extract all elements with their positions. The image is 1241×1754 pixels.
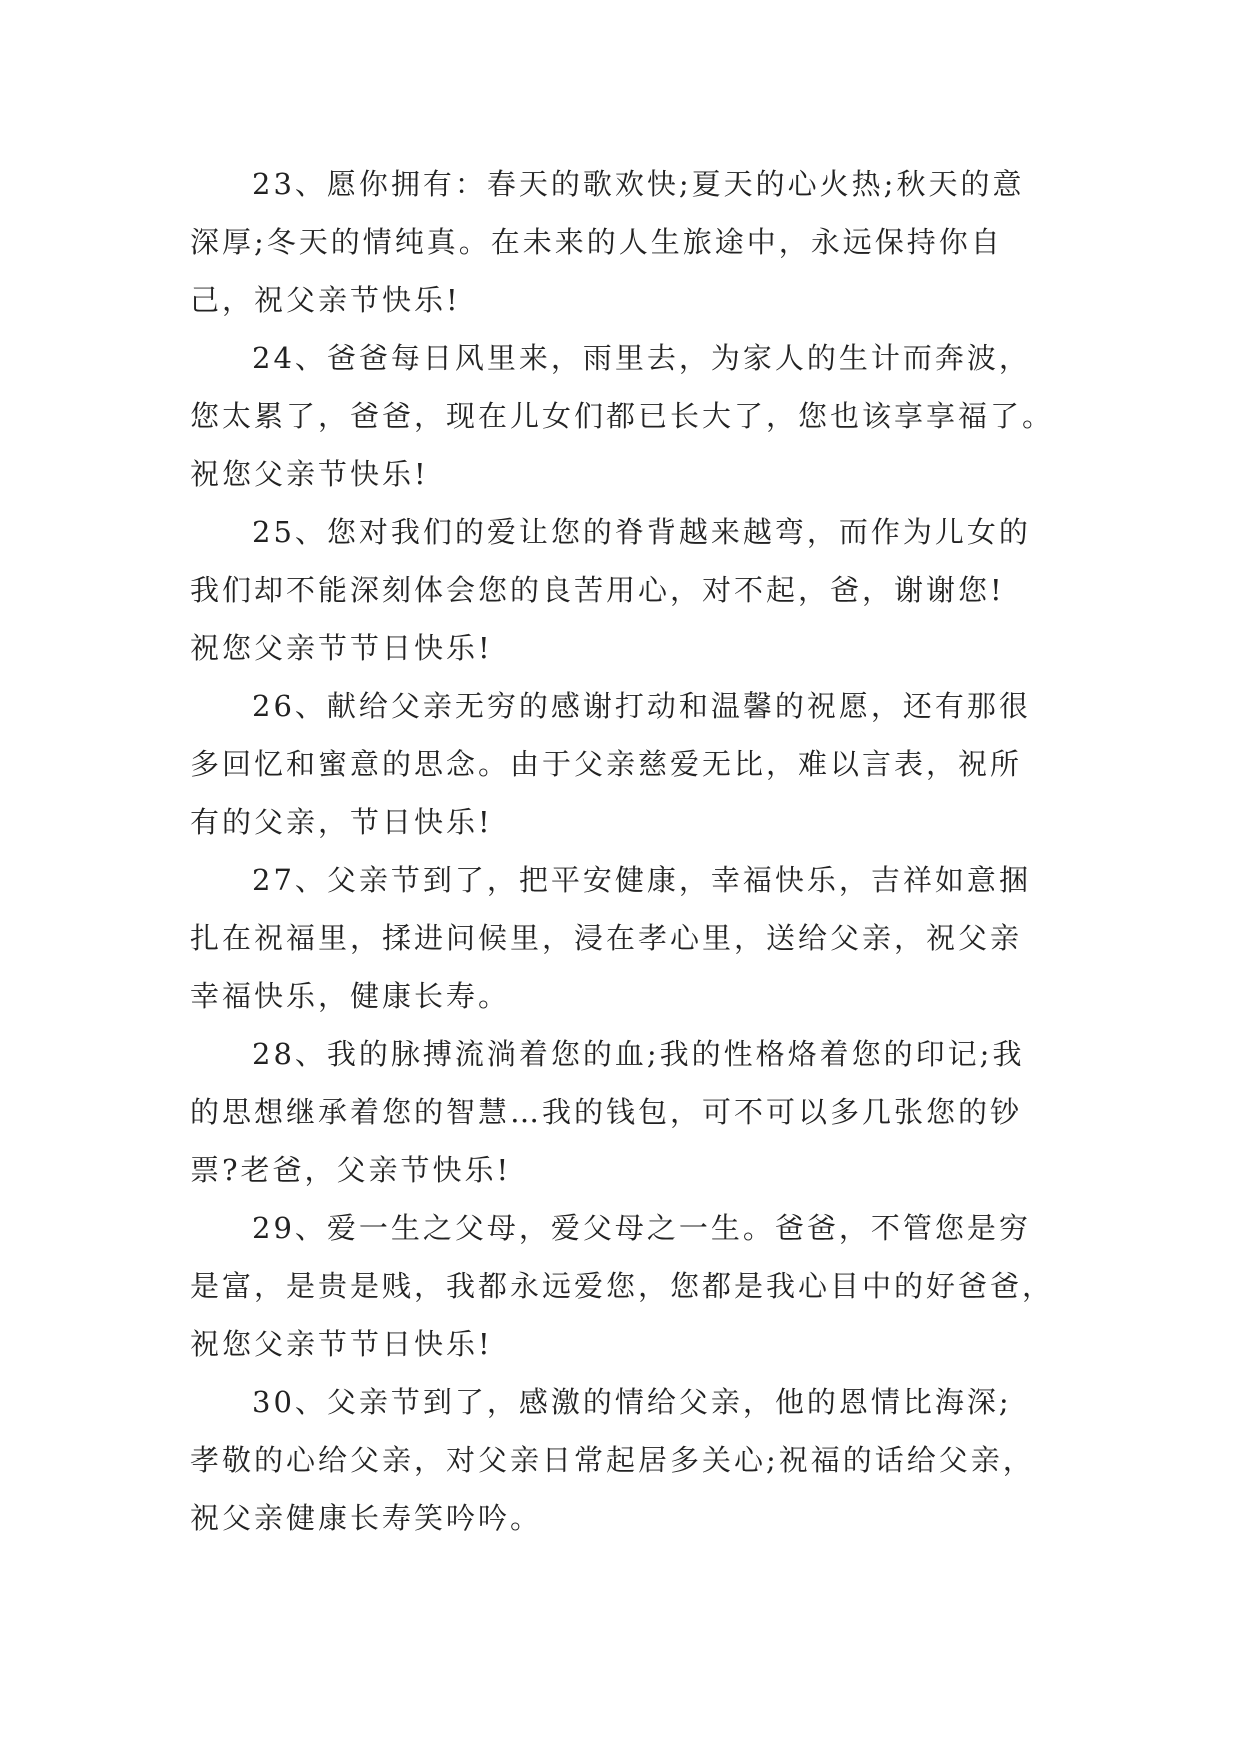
paragraph-24 <box>190 329 1055 503</box>
paragraph-line: 24、爸爸每日风里来，雨里去，为家人的生计而奔波， <box>252 341 1031 375</box>
paragraph-line: 祝您父亲节节日快乐! <box>190 1327 493 1361</box>
paragraph-25 <box>190 503 1050 677</box>
paragraph-line: 是富，是贵是贱，我都永远爱您，您都是我心目中的好爸爸， <box>190 1269 1055 1303</box>
paragraph-line: 的思想继承着您的智慧…我的钱包，可不可以多几张您的钞 <box>190 1095 1023 1129</box>
paragraph-29 <box>190 1199 1055 1373</box>
paragraph-line: 多回忆和蜜意的思念。由于父亲慈爱无比，难以言表，祝所 <box>190 747 1023 781</box>
paragraph-line: 我们却不能深刻体会您的良苦用心，对不起，爸，谢谢您! <box>190 573 1005 607</box>
paragraph-line: 29、爱一生之父母，爱父母之一生。爸爸，不管您是穷 <box>252 1211 1031 1245</box>
paragraph-line: 祝您父亲节节日快乐! <box>190 631 493 665</box>
paragraph-line: 26、献给父亲无穷的感谢打动和温馨的祝愿，还有那很 <box>252 689 1031 723</box>
paragraph-line: 27、父亲节到了，把平安健康，幸福快乐，吉祥如意捆 <box>252 863 1031 897</box>
paragraph-line: 深厚;冬天的情纯真。在未来的人生旅途中，永远保持你自 <box>190 225 1003 259</box>
paragraph-line: 孝敬的心给父亲，对父亲日常起居多关心;祝福的话给父亲， <box>190 1443 1035 1477</box>
paragraph-line: 25、您对我们的爱让您的脊背越来越弯，而作为儿女的 <box>252 515 1031 549</box>
document-body <box>190 155 1055 1547</box>
paragraph-28 <box>190 1025 1050 1199</box>
paragraph-line: 祝父亲健康长寿笑吟吟。 <box>190 1501 543 1535</box>
paragraph-line: 28、我的脉搏流淌着您的血;我的性格烙着您的印记;我 <box>252 1037 1025 1071</box>
paragraph-26 <box>190 677 1050 851</box>
paragraph-line: 30、父亲节到了，感激的情给父亲，他的恩情比海深; <box>252 1385 1012 1419</box>
paragraph-30 <box>190 1373 1050 1547</box>
paragraph-line: 您太累了，爸爸，现在儿女们都已长大了，您也该享享福了。 <box>190 399 1055 433</box>
paragraph-27 <box>190 851 1050 1025</box>
paragraph-line: 祝您父亲节快乐! <box>190 457 429 491</box>
paragraph-line: 扎在祝福里，揉进问候里，浸在孝心里，送给父亲，祝父亲 <box>190 921 1023 955</box>
paragraph-line: 23、愿你拥有：春天的歌欢快;夏天的心火热;秋天的意 <box>252 167 1025 201</box>
paragraph-23 <box>190 155 1050 329</box>
paragraph-line: 己，祝父亲节快乐! <box>190 283 461 317</box>
paragraph-line: 幸福快乐，健康长寿。 <box>190 979 511 1013</box>
paragraph-line: 有的父亲，节日快乐! <box>190 805 493 839</box>
paragraph-line: 票?老爸，父亲节快乐! <box>190 1153 512 1187</box>
